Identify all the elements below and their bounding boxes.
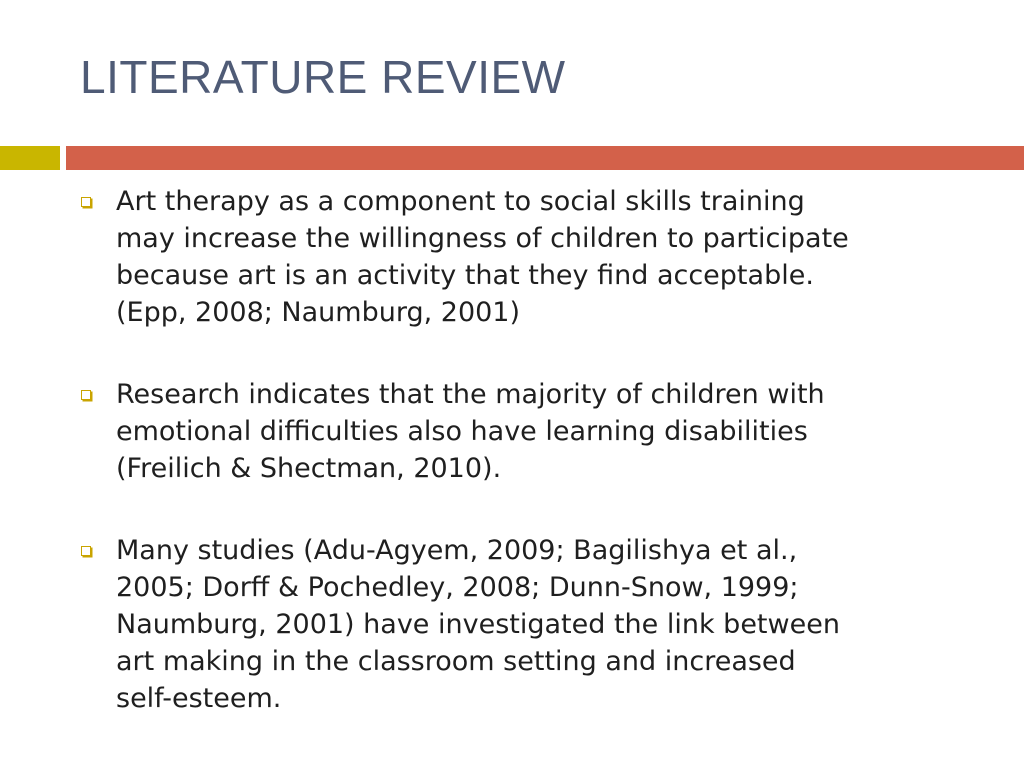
bullet-line: (Freilich & Shectman, 2010).	[116, 453, 502, 484]
bullet-line: Naumburg, 2001) have investigated the link between	[116, 609, 840, 640]
bullet-item	[80, 183, 980, 331]
bullet-item	[80, 376, 980, 487]
bullet-line: (Epp, 2008; Naumburg, 2001)	[116, 297, 521, 328]
bullet-line: Many studies (Adu-Agyem, 2009; Bagilishya et al.,	[116, 535, 798, 566]
bullet-line: emotional difficulties also have learning disabilities	[116, 416, 808, 447]
accent-bar-right	[66, 146, 1024, 170]
square-bullet-icon	[81, 197, 91, 207]
slide-title: LITERATURE REVIEW	[80, 51, 566, 103]
bullet-line: Research indicates that the majority of children with	[116, 379, 825, 410]
square-bullet-icon	[81, 390, 91, 400]
bullet-line: may increase the willingness of children to participate	[116, 223, 849, 254]
bullet-line: because art is an activity that they find acceptable.	[116, 260, 814, 291]
bullet-line: Art therapy as a component to social skills training	[116, 186, 805, 217]
bullet-line: self-esteem.	[116, 683, 282, 714]
accent-bar-left	[0, 146, 60, 170]
bullet-line: art making in the classroom setting and increased	[116, 646, 796, 677]
bullet-line: 2005; Dorff & Pochedley, 2008; Dunn-Snow, 1999;	[116, 572, 799, 603]
bullet-item	[80, 532, 980, 717]
square-bullet-icon	[81, 546, 91, 556]
bullet-list	[80, 183, 980, 717]
